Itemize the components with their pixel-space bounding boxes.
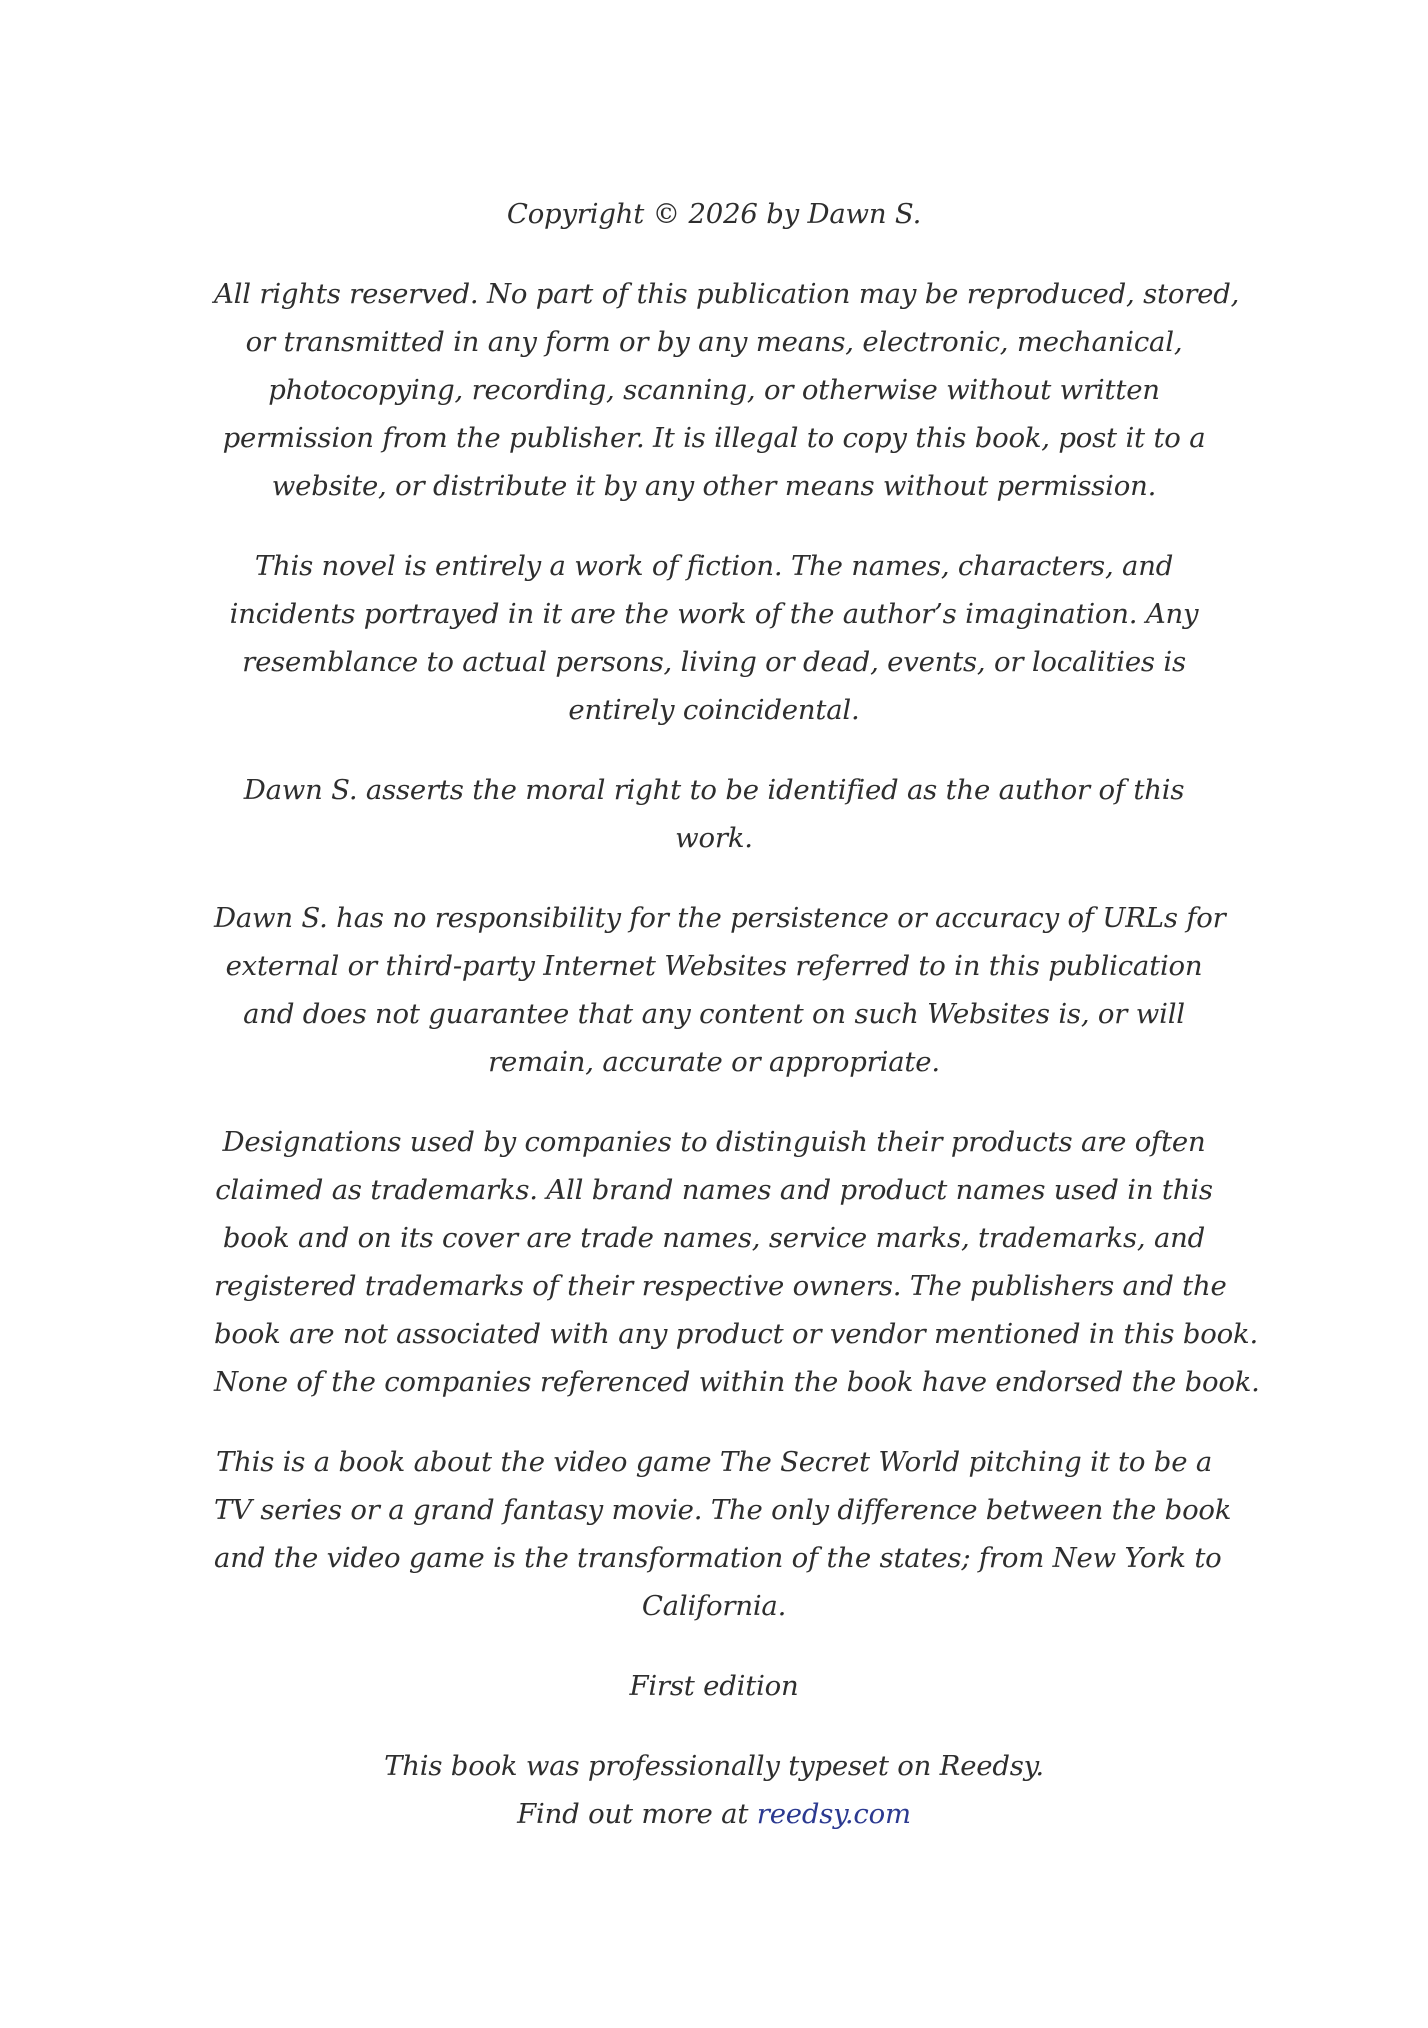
- trademark-line: registered trademarks of their respective owners. The publishers and the: [214, 1270, 1227, 1302]
- fiction-line: entirely coincidental.: [568, 694, 860, 726]
- reedsy-link[interactable]: reedsy.com: [756, 1798, 911, 1830]
- rights-paragraph: [214, 270, 1240, 510]
- urls-line: and does not guarantee that any content on such Websites is, or will: [243, 998, 1185, 1030]
- find-out-prefix: Find out more at: [517, 1798, 757, 1830]
- urls-paragraph: [214, 894, 1226, 1086]
- fiction-line: resemblance to actual persons, living or dead, events, or localities is: [242, 646, 1186, 678]
- trademark-paragraph: [214, 1118, 1260, 1406]
- fiction-line: incidents portrayed in it are the work of the author’s imagination. Any: [229, 598, 1199, 630]
- rights-line: photocopying, recording, scanning, or otherwise without written: [268, 374, 1160, 406]
- urls-line: remain, accurate or appropriate.: [488, 1046, 940, 1078]
- typeset-line: This book was professionally typeset on Reedsy.: [384, 1750, 1044, 1782]
- rights-line: or transmitted in any form or by any means, electronic, mechanical,: [245, 326, 1183, 358]
- fiction-line: This novel is entirely a work of fiction. The names, characters, and: [254, 550, 1174, 582]
- edition-label: First edition: [629, 1670, 799, 1702]
- trademark-line: book are not associated with any product or vendor mentioned in this book.: [214, 1318, 1259, 1350]
- moral-right-paragraph: Dawn S. asserts the moral right to be identified as the author of this work.: [243, 774, 1185, 854]
- copyright-notice: Copyright © 2026 by Dawn S.: [506, 198, 922, 230]
- copyright-text-block: [214, 190, 1260, 1838]
- trademark-line: None of the companies referenced within the book have endorsed the book.: [214, 1366, 1260, 1398]
- rights-line: permission from the publisher. It is illegal to copy this book, post it to a: [222, 422, 1206, 454]
- urls-line: external or third-party Internet Websites referred to in this publication: [225, 950, 1203, 982]
- trademark-line: claimed as trademarks. All brand names and product names used in this: [215, 1174, 1213, 1206]
- about-line: TV series or a grand fantasy movie. The only difference between the book: [214, 1494, 1232, 1526]
- find-out-line: [214, 1790, 1214, 1838]
- fiction-paragraph: [214, 542, 1214, 734]
- about-line: and the video game is the transformation of the states; from New York to: [214, 1542, 1222, 1574]
- typeset-paragraph: [214, 1742, 1214, 1838]
- about-paragraph: [214, 1438, 1232, 1630]
- trademark-line: book and on its cover are trade names, service marks, trademarks, and: [222, 1222, 1206, 1254]
- about-line: California.: [641, 1590, 787, 1622]
- about-line: This is a book about the video game The Secret World pitching it to be a: [215, 1446, 1213, 1478]
- urls-line: Dawn S. has no responsibility for the persistence or accuracy of URLs for: [214, 902, 1226, 934]
- rights-line: All rights reserved. No part of this publication may be reproduced, stored,: [214, 278, 1240, 310]
- trademark-line: Designations used by companies to distinguish their products are often: [222, 1126, 1206, 1158]
- rights-line: website, or distribute it by any other means without permission.: [271, 470, 1157, 502]
